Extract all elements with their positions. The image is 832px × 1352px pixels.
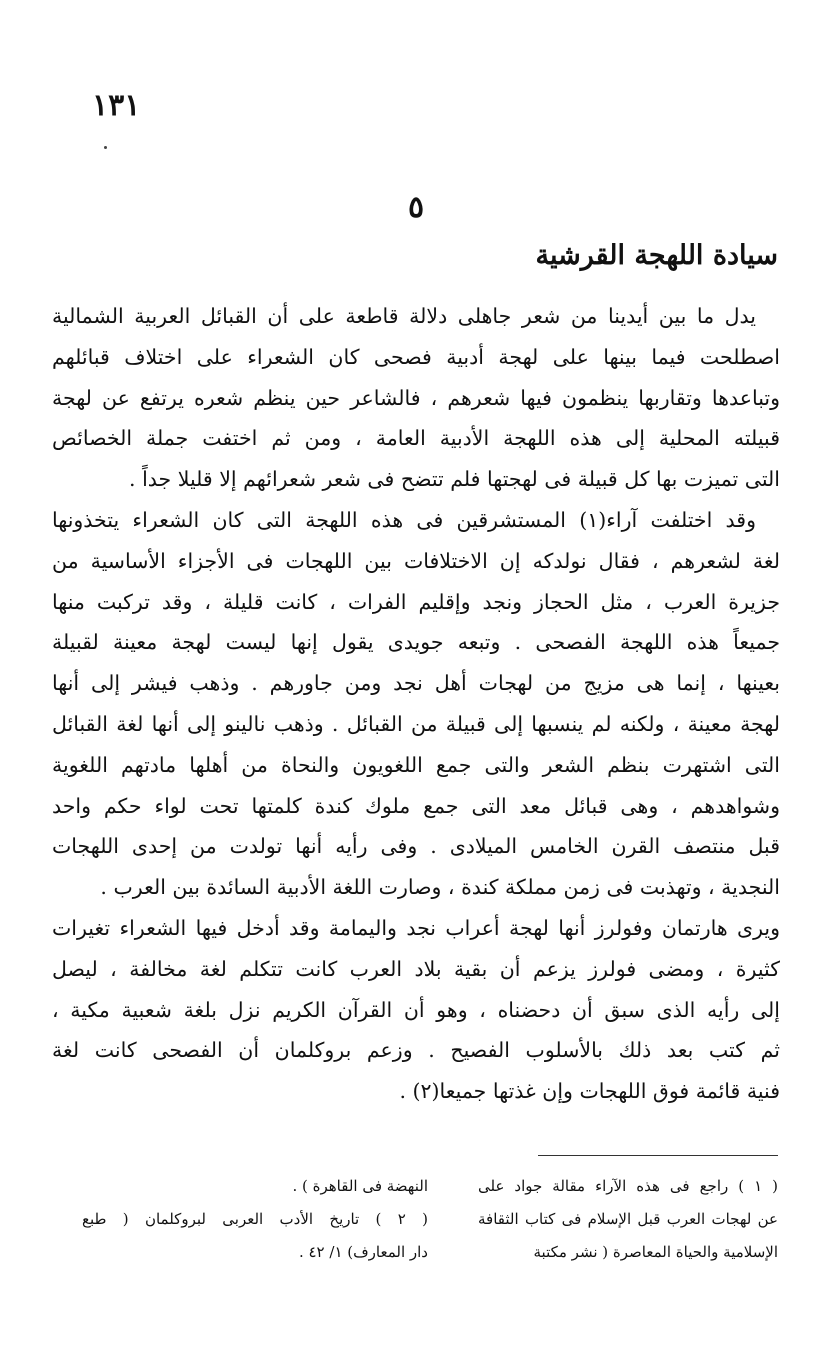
footnote-line: الإسلامية والحياة المعاصرة ( نشر مكتبة	[533, 1243, 778, 1261]
body-line: كثيرة ، ومضى فولرز يزعم أن بقية بلاد العرب كانت تتكلم لغة مخالفة ، ليصل	[52, 956, 780, 981]
footnotes-right-column	[478, 1170, 778, 1269]
body-line: فنية قائمة فوق اللهجات وإن غذتها جميعا(٢) .	[399, 1079, 780, 1104]
body-line: جزيرة العرب ، مثل الحجاز ونجد وإقليم الفرات ، كانت قليلة ، وقد تركبت منها	[52, 589, 780, 614]
body-text	[52, 296, 780, 1112]
body-line: التى تميزت بها كل قبيلة فى لهجتها فلم تتضح فى شعر شعرائهم إلا قليلا جداً .	[129, 467, 780, 492]
footnote-line: النهضة فى القاهرة ) .	[292, 1177, 428, 1195]
body-line: جميعاً هذه اللهجة الفصحى . وتبعه جويدى يقول إنها ليست لهجة معينة لقبيلة	[52, 630, 780, 655]
body-line: بعينها ، إنما هى مزيج من لهجات أهل نجد ومن جاورهم . وذهب فيشر إلى أنها	[52, 671, 780, 696]
page-number: ١٣١	[92, 88, 141, 123]
body-line: وتباعدها وتقاربها ينظمون فيها شعرهم ، فالشاعر حين ينظم شعره يرتفع عن لهجة	[52, 385, 780, 410]
body-line: التى اشتهرت بنظم الشعر والتى جمع اللغويون والنحاة من أهلها مادتهم اللغوية	[52, 752, 780, 777]
footnote-divider	[538, 1155, 778, 1156]
body-line: وشواهدهم ، وهى قبائل معد التى جمع ملوك كندة كلمتها تحت لواء حكم واحد	[52, 793, 780, 818]
body-line: لهجة معينة ، ولكنه لم ينسبها إلى قبيلة من القبائل . وذهب نالينو إلى أنها لغة القبائل	[52, 711, 780, 736]
body-line: ثم كتب بعد ذلك بالأسلوب الفصيح . وزعم بروكلمان أن الفصحى كانت لغة	[52, 1038, 780, 1063]
body-line: إلى رأيه الذى سبق أن دحضناه ، وهو أن القرآن الكريم نزل بلغة شعبية مكية ،	[52, 997, 780, 1022]
footnote-line: ( ٢ ) تاريخ الأدب العربى لبروكلمان ( طبع	[82, 1210, 428, 1228]
footnotes-left-column	[82, 1170, 428, 1269]
body-line: قبل منتصف القرن الخامس الميلادى . وفى رأيه أنها تولدت من إحدى اللهجات	[52, 834, 780, 859]
body-line: لغة لشعرهم ، فقال نولدكه إن الاختلافات بين اللهجات فى الأجزاء الأساسية من	[52, 548, 780, 573]
chapter-title: سيادة اللهجة القرشية	[535, 240, 778, 271]
footnote-line: ( ١ ) راجع فى هذه الآراء مقالة جواد على	[478, 1177, 778, 1195]
footnote-line: عن لهجات العرب قبل الإسلام فى كتاب الثقافة	[478, 1210, 778, 1228]
body-line: النجدية ، وتهذبت فى زمن مملكة كندة ، وصارت اللغة الأدبية السائدة بين العرب .	[100, 875, 780, 900]
body-line: اصطلحت فيما بينها على لهجة أدبية فصحى كان الشعراء على اختلاف قبائلهم	[52, 344, 780, 369]
footnote-line: دار المعارف) ١/ ٤٢ .	[298, 1243, 428, 1261]
body-line: قبيلته المحلية إلى هذه اللهجة الأدبية العامة ، ومن ثم اختفت جملة الخصائص	[52, 426, 780, 451]
body-line: يدل ما بين أيدينا من شعر جاهلى دلالة قاطعة على أن القبائل العربية الشمالية	[52, 304, 756, 328]
scan-speck	[104, 146, 107, 149]
body-line: ويرى هارتمان وفولرز أنها لهجة أعراب نجد واليمامة وقد أدخل فيها الشعراء تغيرات	[52, 915, 780, 940]
body-line: وقد اختلفت آراء(١) المستشرقين فى هذه اللهجة التى كان الشعراء يتخذونها	[52, 507, 756, 532]
chapter-number: ٥	[407, 190, 425, 225]
